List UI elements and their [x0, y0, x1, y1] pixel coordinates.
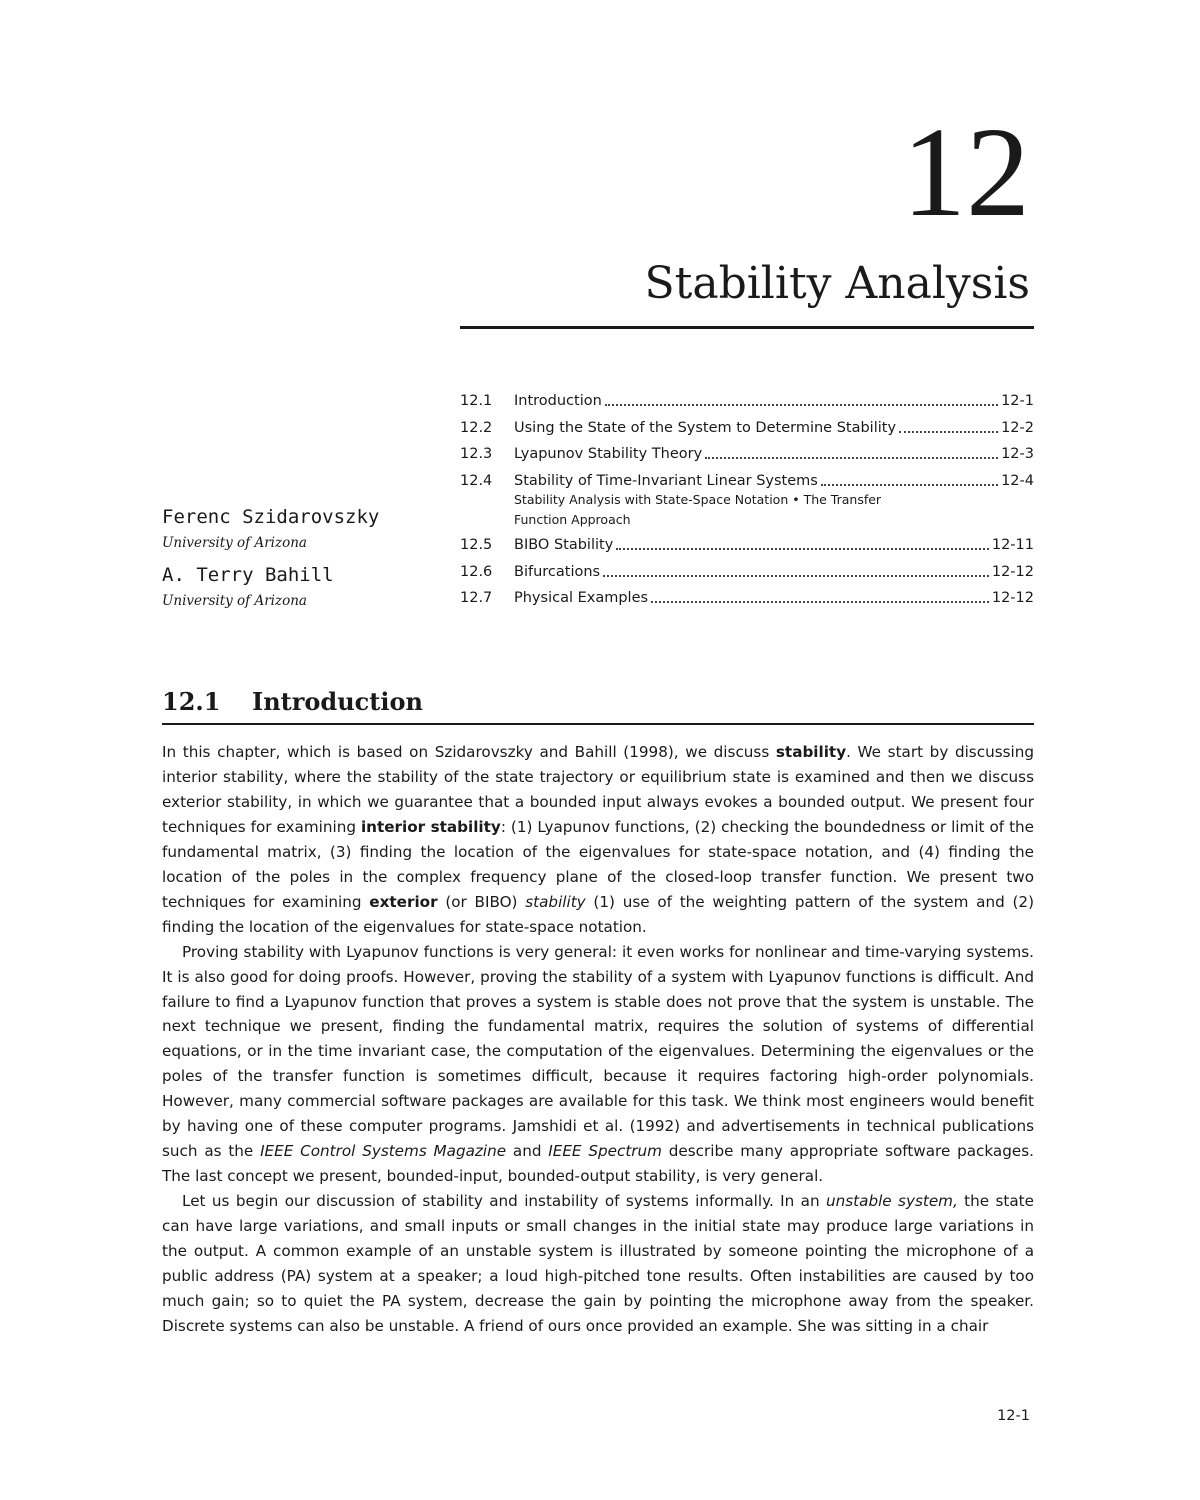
page-number: 12-1	[997, 1408, 1030, 1424]
chapter-number: 12	[902, 101, 1030, 243]
toc-number: 12.7	[460, 590, 493, 606]
italic-term: IEEE Control Systems Magazine	[260, 1142, 507, 1161]
body-text	[162, 740, 1034, 1339]
paragraph	[162, 1189, 1034, 1339]
text-run: describe many appropriate software packages. The last concept we present, bounded-input, bounded-output stability, is very general.	[162, 1142, 1034, 1186]
italic-term: IEEE Spectrum	[548, 1142, 662, 1161]
section-number: 12.1	[162, 687, 221, 716]
toc-page: 12-3	[1001, 446, 1034, 462]
author-affiliation: University of Arizona	[162, 535, 307, 551]
toc-title: Lyapunov Stability Theory	[514, 446, 703, 462]
author-block	[162, 505, 422, 621]
toc-number: 12.2	[460, 419, 493, 436]
toc-subtopics-line: Function Approach	[514, 512, 631, 527]
toc-entry[interactable]	[460, 559, 1034, 586]
toc-page: 12-11	[991, 537, 1034, 553]
text-run: : (1) Lyapunov functions, (2) checking the boundedness or limit of the fundamental matrix, (3) finding the location of the eigenvalues for state-space notation, and (4) finding the location of the poles in the complex frequency plane of the closed-loop transfer function. We present two techniques for examining	[162, 817, 1035, 911]
bold-term: exterior	[369, 892, 438, 911]
section-heading	[162, 686, 423, 718]
toc-page: 12-2	[1001, 419, 1034, 436]
author-affiliation: University of Arizona	[162, 593, 307, 609]
toc-number: 12.5	[460, 537, 493, 553]
toc-leader	[603, 575, 989, 577]
paragraph	[162, 740, 1034, 940]
title-rule	[460, 326, 1034, 329]
toc-leader	[821, 484, 998, 486]
text-run: In this chapter, which is based on Szidarovszky and Bahill (1998), we discuss	[162, 743, 776, 761]
toc-title: Introduction	[514, 393, 602, 409]
chapter-title: Stability Analysis	[644, 258, 1030, 309]
toc-leader	[651, 601, 989, 603]
toc-entry[interactable]	[460, 415, 1034, 442]
author-name: A. Terry Bahill	[162, 564, 334, 586]
toc-leader	[605, 404, 998, 406]
toc-title: Bifurcations	[514, 563, 601, 580]
toc-title: BIBO Stability	[514, 537, 614, 553]
italic-term: stability	[525, 892, 586, 911]
toc-page: 12-4	[1001, 472, 1034, 489]
toc-page: 12-1	[1001, 393, 1034, 409]
bold-term: interior stability	[360, 817, 501, 836]
table-of-contents	[460, 388, 1034, 612]
toc-number: 12.1	[460, 393, 493, 409]
text-run: Proving stability with Lyapunov functions is very general: it even works for nonlinear and time-varying systems. It is also good for doing proofs. However, proving the stability of a system with Lyapunov functions is difficult. And failure to find a Lyapunov function that proves a system is stable does not prove that the system is unstable. The next technique we present, finding the fundamental matrix, requires the solution of systems of differential equations, or in the time invariant case, the computation of the eigenvalues. Determining the eigenvalues or the poles of the transfer function is sometimes difficult, because it requires factoring high-order polynomials. However, many commercial software packages are available for this task. We think most engineers would benefit by having one of these computer programs. Jamshidi et al. (1992) and advertisements in technical publications such as the	[162, 942, 1034, 1161]
toc-page: 12-12	[991, 590, 1034, 606]
toc-entry[interactable]	[460, 441, 1034, 468]
paragraph	[162, 940, 1034, 1190]
text-run: (1) use of the weighting pattern of the system and (2) finding the location of the eigenvalues for state-space notation.	[162, 892, 1034, 936]
toc-entry[interactable]	[460, 388, 1034, 415]
toc-entry[interactable]	[460, 532, 1034, 559]
toc-entry[interactable]	[460, 468, 1034, 533]
toc-title: Physical Examples	[514, 590, 649, 606]
toc-subtopics	[514, 490, 1034, 530]
toc-leader	[705, 457, 998, 459]
toc-leader	[899, 431, 998, 433]
text-run: Let us begin our discussion of stability and instability of systems informally. In an	[182, 1192, 827, 1211]
text-run: the state can have large variations, and small inputs or small changes in the initial state may produce large variations in the output. A common example of an unstable system is illustrated by someone pointing the microphone of a public address (PA) system at a speaker; a loud high-pitched tone results. Often instabilities are caused by too much gain; so to quiet the PA system, decrease the gain by pointing the microphone away from the speaker. Discrete systems can also be unstable. A friend of ours once provided an example. She was sitting in a chair	[162, 1192, 1034, 1335]
toc-subtopics-line: Stability Analysis with State-Space Notation • The Transfer	[514, 492, 882, 507]
toc-title: Stability of Time-Invariant Linear Systems	[514, 472, 818, 489]
section-rule	[162, 723, 1034, 725]
text-run: (or BIBO)	[437, 892, 526, 911]
toc-number: 12.6	[460, 563, 493, 580]
text-run: . We start by discussing interior stability, where the stability of the state trajectory or equilibrium state is examined and then we discuss exterior stability, in which we guarantee that a bounded input always evokes a bounded output. We present four techniques for examining	[162, 743, 1035, 836]
toc-leader	[616, 548, 989, 550]
section-title: Introduction	[252, 687, 423, 716]
toc-number: 12.4	[460, 472, 493, 489]
text-run: and	[506, 1142, 549, 1161]
toc-number: 12.3	[460, 446, 493, 462]
author-name: Ferenc Szidarovszky	[162, 506, 380, 528]
toc-entry[interactable]	[460, 585, 1034, 612]
bold-term: stability	[775, 743, 847, 761]
italic-term: unstable system,	[826, 1192, 958, 1211]
toc-title: Using the State of the System to Determine Stability	[514, 419, 897, 436]
toc-page: 12-12	[991, 563, 1034, 580]
